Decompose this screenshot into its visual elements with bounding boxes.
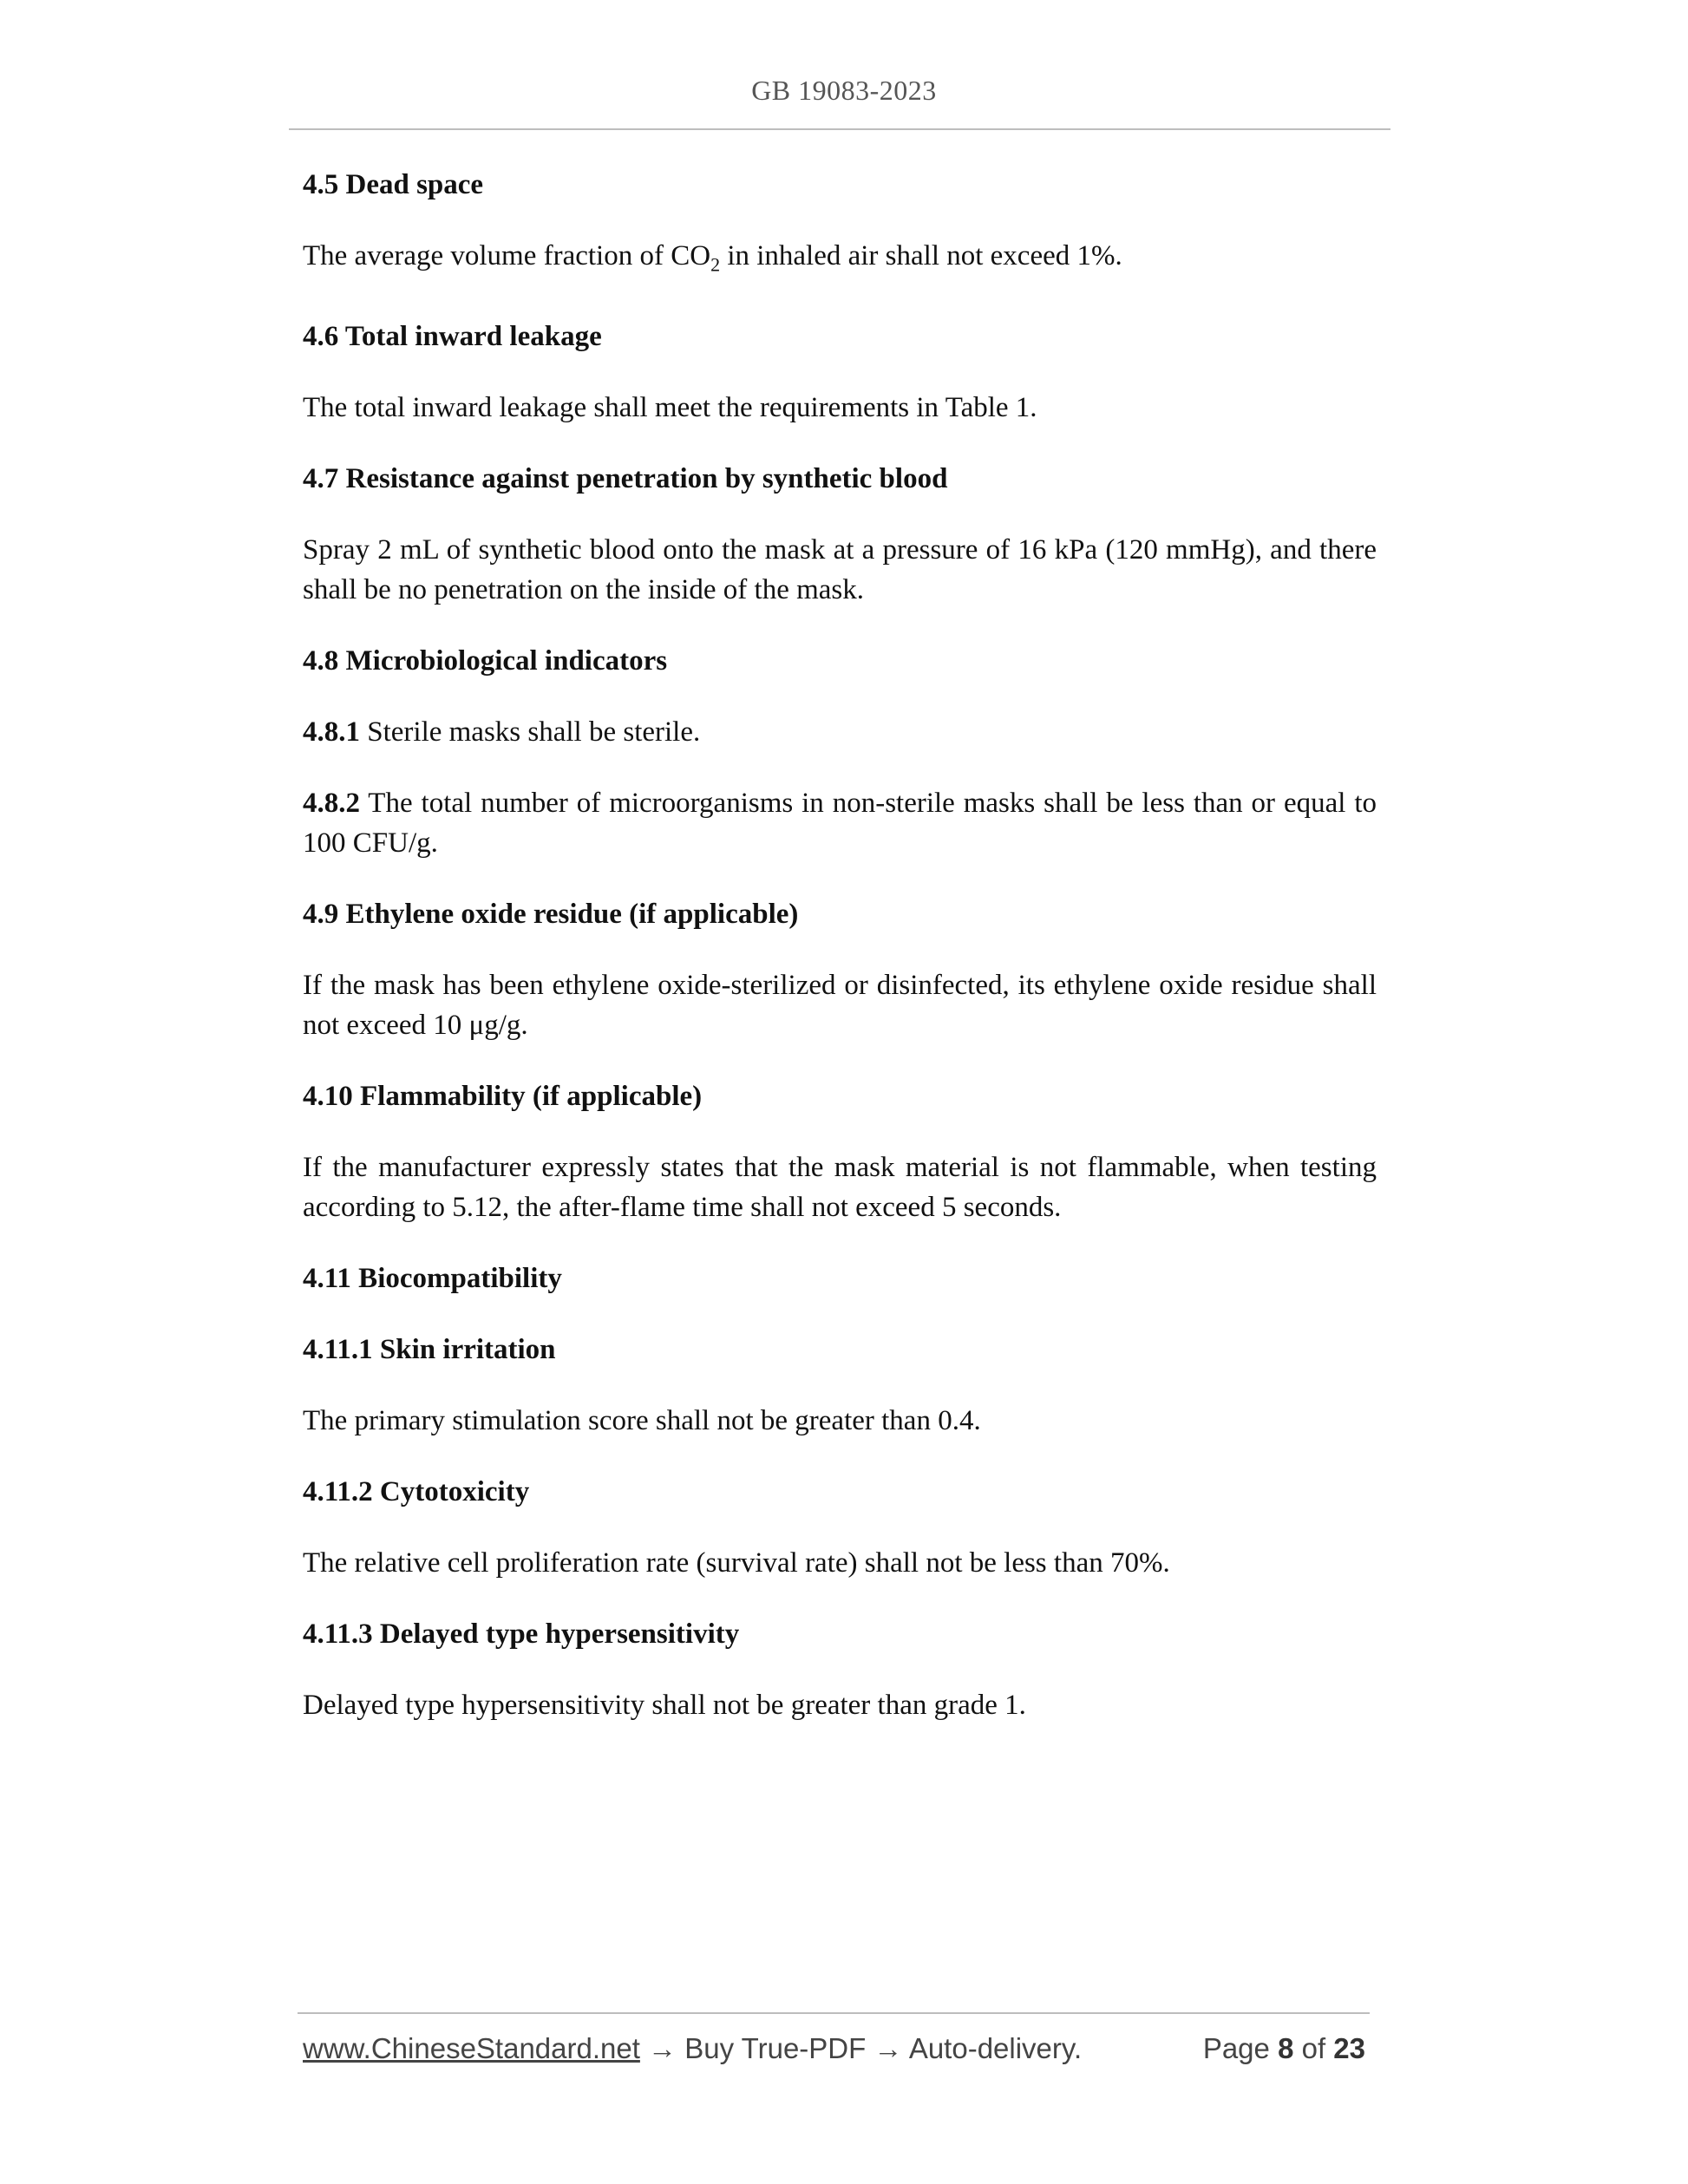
section-heading-4-8: 4.8 Microbiological indicators — [303, 644, 668, 677]
paragraph-ethylene-oxide: If the mask has been ethylene oxide-sterilized or disinfected, its ethylene oxide residue shall not exceed 10 μg/g. — [303, 969, 1377, 1041]
page-indicator — [1203, 2030, 1365, 2068]
section-heading-4-5: 4.5 Dead space — [303, 169, 484, 200]
paragraph-text: in inhaled air shall not exceed 1%. — [720, 240, 1122, 271]
section-heading-4-11-1: 4.11.1 Skin irritation — [303, 1333, 556, 1365]
paragraph-text: The total number of microorganisms in non-sterile masks shall be less than or equal to 100 CFU/g. — [303, 787, 1377, 859]
document-code-header: GB 19083-2023 — [751, 75, 937, 106]
subscript-text: 2 — [710, 253, 721, 276]
paragraph-cytotoxicity: The relative cell proliferation rate (survival rate) shall not be less than 70%. — [303, 1546, 1170, 1579]
section-heading-4-11-3: 4.11.3 Delayed type hypersensitivity — [303, 1618, 740, 1650]
clause-number: 4.8.2 — [303, 787, 360, 819]
footer-promo-text: → Buy True-PDF → Auto-delivery. — [639, 2032, 1083, 2064]
footer-promo — [303, 2030, 1082, 2068]
paragraph-total-inward-leakage: The total inward leakage shall meet the requirements in Table 1. — [303, 391, 1037, 423]
section-heading-4-10: 4.10 Flammability (if applicable) — [303, 1080, 703, 1112]
paragraph-text: The average volume fraction of CO — [303, 240, 711, 271]
paragraph-text: Sterile masks shall be sterile. — [360, 716, 701, 748]
footer-divider — [298, 2012, 1370, 2014]
clause-number: 4.8.1 — [303, 716, 360, 748]
paragraph-dead-space — [303, 236, 1377, 285]
document-body — [303, 165, 1377, 1756]
paragraph-skin-irritation: The primary stimulation score shall not be greater than 0.4. — [303, 1404, 981, 1436]
header-divider — [289, 128, 1390, 130]
paragraph-hypersensitivity: Delayed type hypersensitivity shall not be greater than grade 1. — [303, 1689, 1026, 1721]
section-heading-4-11: 4.11 Biocompatibility — [303, 1262, 562, 1294]
page-label: Page — [1202, 2032, 1279, 2064]
section-heading-4-6: 4.6 Total inward leakage — [303, 320, 602, 352]
paragraph-4-8-2 — [303, 783, 1377, 863]
section-heading-4-11-2: 4.11.2 Cytotoxicity — [303, 1475, 530, 1507]
current-page-number: 8 — [1278, 2032, 1294, 2064]
paragraph-synthetic-blood: Spray 2 mL of synthetic blood onto the mask at a pressure of 16 kPa (120 mmHg), and there shall be no penetration on the inside of the mask. — [303, 533, 1377, 605]
of-label: of — [1293, 2032, 1334, 2064]
section-heading-4-9: 4.9 Ethylene oxide residue (if applicable) — [303, 898, 799, 930]
paragraph-flammability: If the manufacturer expressly states that the mask material is not flammable, when testing according to 5.12, the after-flame time shall not exceed 5 seconds. — [303, 1151, 1377, 1223]
total-pages-number: 23 — [1333, 2032, 1365, 2064]
section-heading-4-7: 4.7 Resistance against penetration by synthetic blood — [303, 462, 948, 494]
paragraph-4-8-1 — [303, 712, 1377, 752]
chinesestandard-link[interactable]: www.ChineseStandard.net — [303, 2032, 640, 2064]
